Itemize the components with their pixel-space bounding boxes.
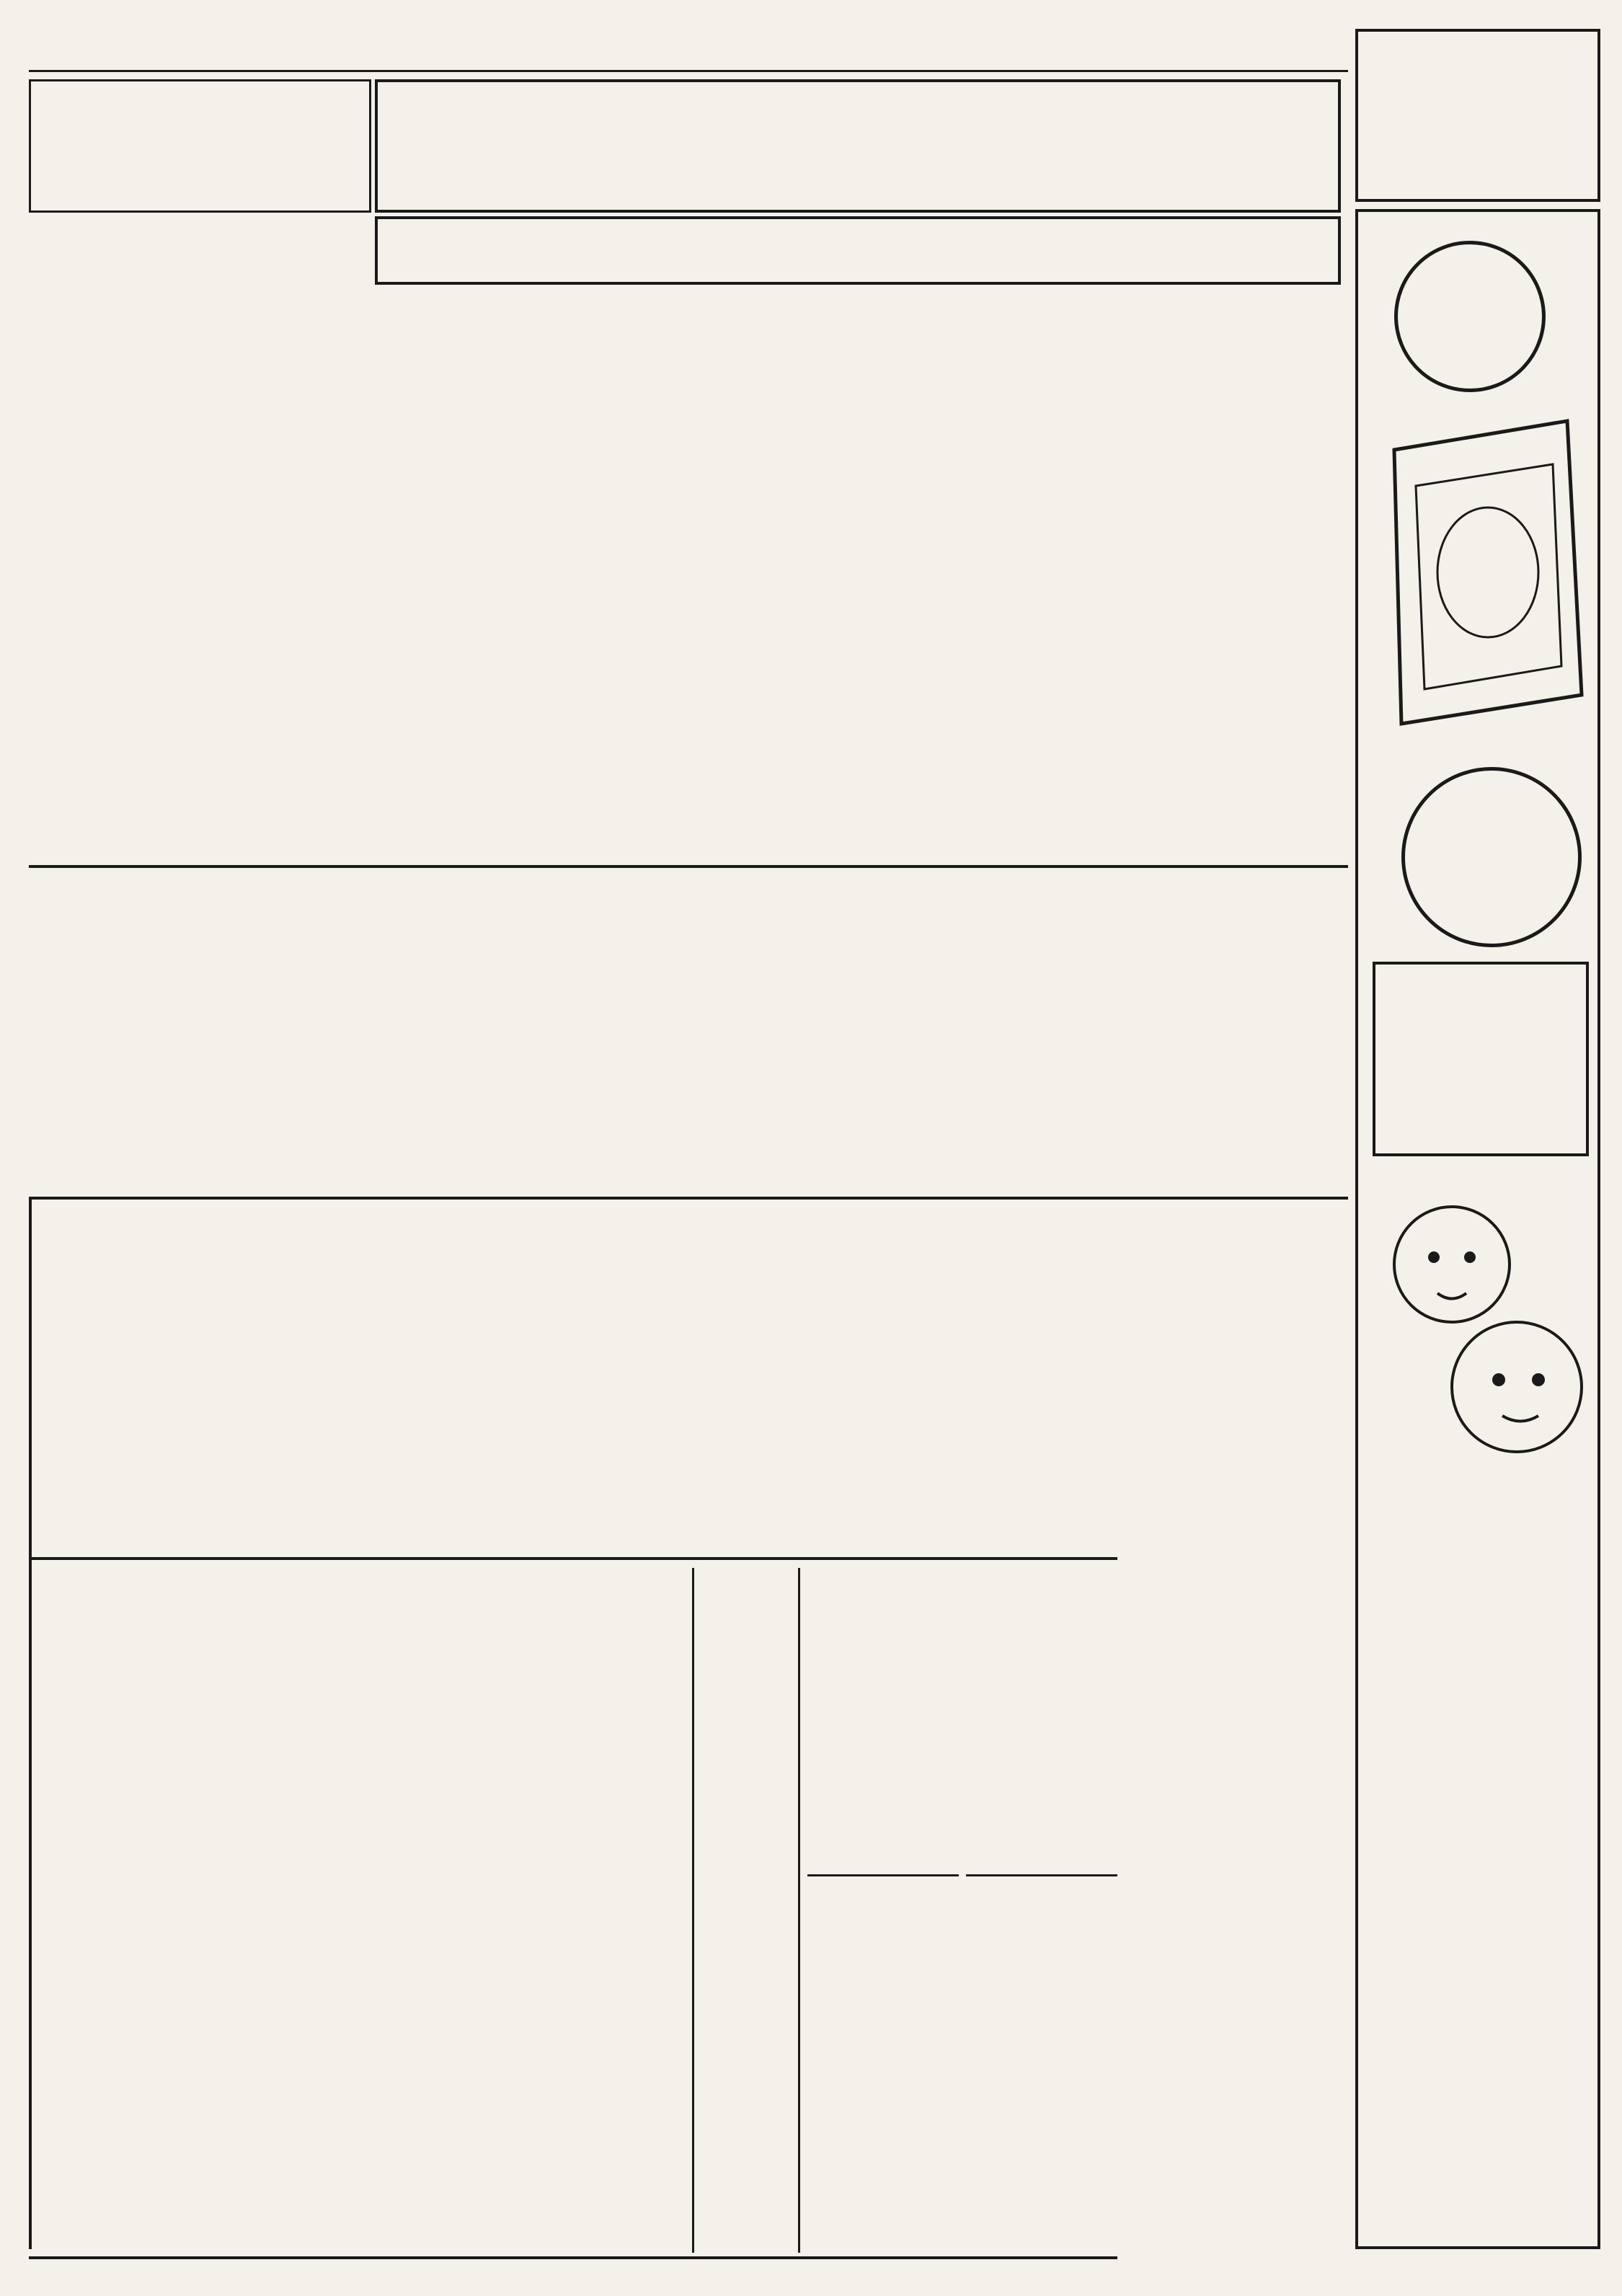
notice-body bbox=[970, 1884, 1078, 2244]
feature-headline-box bbox=[692, 1568, 800, 2253]
section-rule bbox=[29, 865, 1348, 868]
article-body bbox=[519, 876, 728, 1179]
article-body bbox=[505, 296, 879, 851]
article-body bbox=[310, 1207, 541, 1546]
seal-char bbox=[1405, 857, 1492, 944]
article-body bbox=[1125, 1561, 1298, 1856]
article-body bbox=[29, 296, 447, 851]
masthead bbox=[29, 36, 1348, 72]
seal-char bbox=[1492, 771, 1578, 857]
article-security bbox=[29, 876, 512, 1186]
article-tax-office bbox=[1125, 1561, 1341, 1863]
hospital-ad bbox=[166, 1874, 526, 2249]
article-body bbox=[851, 1207, 1074, 1546]
brand-box bbox=[1355, 29, 1600, 202]
article-robbery bbox=[1125, 1207, 1341, 1553]
seal-char bbox=[1405, 771, 1492, 857]
brand-box-lines bbox=[1362, 36, 1449, 195]
section-rule bbox=[29, 1197, 1348, 1200]
top-banner-ad bbox=[375, 79, 1341, 213]
feature-body bbox=[533, 1568, 685, 2253]
notice-body bbox=[811, 2064, 919, 2244]
article-coffin bbox=[779, 876, 1045, 1186]
top-left-ad bbox=[29, 79, 371, 213]
left-rule bbox=[29, 1197, 32, 2249]
notice-body bbox=[811, 1884, 919, 2057]
article-body bbox=[966, 1568, 1074, 1856]
article-relief bbox=[1052, 876, 1341, 1186]
article-salt bbox=[519, 876, 771, 1186]
article-rice bbox=[29, 296, 490, 858]
article-body bbox=[29, 876, 469, 1179]
notice-market bbox=[966, 1874, 1117, 2249]
article-body bbox=[779, 876, 1002, 1179]
article-body bbox=[29, 1568, 267, 1907]
article-commander bbox=[851, 1207, 1117, 1553]
brand-banner bbox=[375, 216, 1341, 285]
section-rule bbox=[29, 1557, 1117, 1560]
article-casualties bbox=[937, 296, 1341, 858]
article-pingjiang bbox=[505, 296, 923, 858]
article-war-tragedy bbox=[807, 1568, 959, 1863]
article-loan bbox=[591, 1207, 843, 1553]
seal-char bbox=[1492, 857, 1578, 944]
seal-char bbox=[1398, 244, 1470, 316]
article-fire bbox=[310, 1207, 584, 1553]
article-body bbox=[1052, 876, 1298, 1179]
article-body bbox=[937, 296, 1298, 851]
article-body bbox=[533, 1568, 685, 2246]
article-body bbox=[1125, 1207, 1298, 1546]
seal-top bbox=[1394, 241, 1546, 392]
bottom-rule bbox=[29, 2256, 1117, 2259]
article-body bbox=[591, 1207, 800, 1546]
article-body bbox=[807, 1568, 916, 1856]
article-postal bbox=[966, 1568, 1117, 1863]
notice-declaration bbox=[807, 1874, 959, 2249]
seal-char bbox=[1398, 316, 1470, 389]
children-illustration bbox=[1373, 1178, 1589, 1538]
seal-char bbox=[1470, 316, 1542, 389]
article-body bbox=[29, 1207, 260, 1546]
right-ad-column bbox=[1355, 209, 1600, 2249]
article-gunshots bbox=[29, 1207, 303, 1553]
bottle-illustration bbox=[1373, 407, 1589, 738]
ad-note-box bbox=[1373, 962, 1589, 1156]
seal-mid bbox=[1401, 767, 1582, 947]
seal-char bbox=[1470, 244, 1542, 316]
